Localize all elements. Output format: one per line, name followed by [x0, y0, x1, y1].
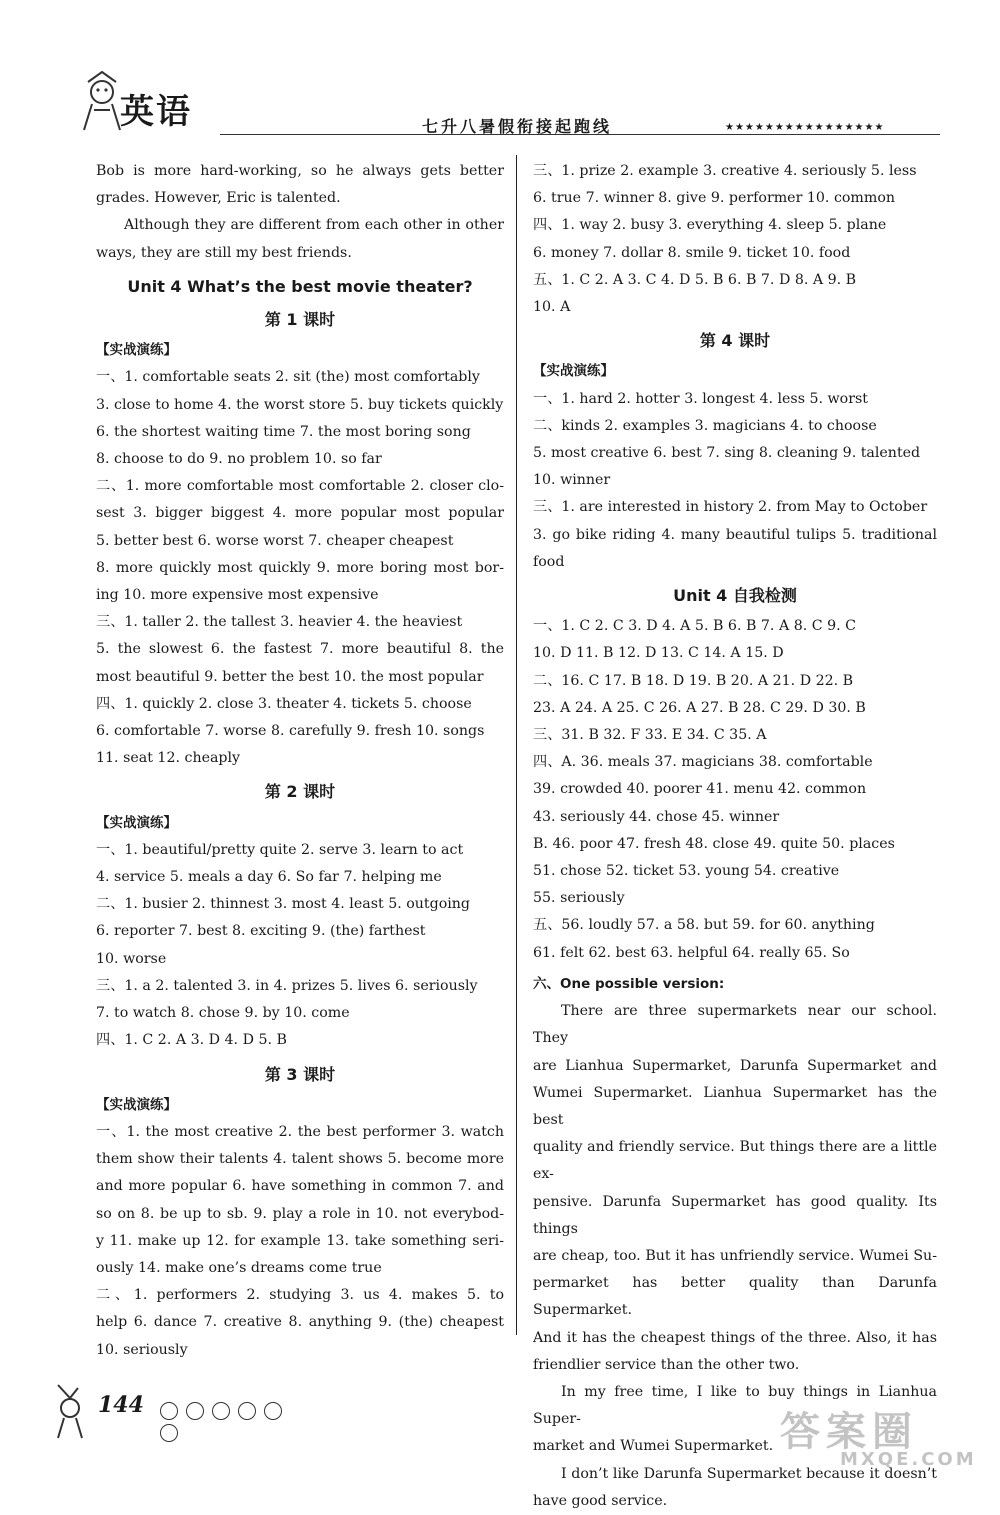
page-footer	[48, 1380, 298, 1440]
text-line: 10. winner	[533, 472, 611, 489]
text-line: y 11. make up 12. for example 13. take something seri-	[96, 1232, 504, 1249]
text-line: In my free time, I like to buy things in Lianhua Super-	[533, 1383, 937, 1428]
column-divider	[516, 155, 517, 1335]
section-subhead: 【实战演练】	[96, 1096, 177, 1113]
text-line: 8. choose to do 9. no problem 10. so far	[96, 451, 382, 468]
section-subhead: 【实战演练】	[533, 363, 614, 380]
text-line: 二、16. C 17. B 18. D 19. B 20. A 21. D 22. B	[533, 672, 854, 689]
text-line: 10. seriously	[96, 1341, 188, 1358]
text-line: Bob is more hard-working, so he always gets better	[96, 163, 504, 179]
text-line: 一、1. beautiful/pretty quite 2. serve 3. learn to act	[96, 841, 464, 858]
text-line: help 6. dance 7. creative 8. anything 9. (the) cheapest	[96, 1314, 504, 1331]
logo-text: 英语	[120, 92, 192, 132]
text-line: 一、1. comfortable seats 2. sit (the) most comfortably	[96, 369, 480, 386]
text-line: 43. seriously 44. chose 45. winner	[533, 808, 780, 825]
text-line: 6. reporter 7. best 8. exciting 9. (the) farthest	[96, 923, 426, 940]
text-line: are Lianhua Supermarket, Darunfa Supermarket and	[533, 1057, 937, 1074]
text-line: Wumei Supermarket. Lianhua Supermarket has the best	[533, 1084, 937, 1128]
text-line: 二、kinds 2. examples 3. magicians 4. to choose	[533, 417, 877, 434]
text-line: so on 8. be up to sb. 9. play a role in 10. not everybod-	[96, 1205, 504, 1222]
text-line: 五、1. C 2. A 3. C 4. D 5. B 6. B 7. D 8. A 9. B	[533, 271, 857, 288]
text-line: 三、1. prize 2. example 3. creative 4. seriously 5. less	[533, 163, 917, 179]
section-title: 第 1 课时	[264, 310, 336, 330]
text-line: 6. the shortest waiting time 7. the most boring song	[96, 423, 471, 440]
text-line: friendlier service than the other two.	[533, 1356, 800, 1373]
text-line: 一、1. hard 2. hotter 3. longest 4. less 5. worst	[533, 390, 868, 407]
section-title: Unit 4 What’s the best movie theater?	[127, 276, 473, 296]
cartoon-figure-icon	[48, 1380, 98, 1440]
text-line: 61. felt 62. best 63. helpful 64. really 65. So	[533, 944, 850, 961]
circle-icon	[160, 1424, 178, 1442]
text-line: 10. D 11. B 12. D 13. C 14. A 15. D	[533, 645, 784, 662]
text-line: 三、31. B 32. F 33. E 34. C 35. A	[533, 727, 767, 744]
text-line: ously 14. make one’s dreams come true	[96, 1259, 382, 1276]
section-subhead: 【实战演练】	[96, 814, 177, 831]
text-line: them show their talents 4. talent shows 5. become more	[96, 1151, 504, 1168]
header-stars: ★★★★★★★★★★★★★★★★	[725, 122, 885, 133]
section-subhead: 六、One possible version:	[533, 975, 725, 992]
text-line: market and Wumei Supermarket.	[533, 1438, 774, 1455]
text-line: And it has the cheapest things of the three. Also, it has	[533, 1329, 937, 1346]
circle-icon	[186, 1402, 204, 1420]
text-line: 3. go bike riding 4. many beautiful tulips 5. traditional	[533, 526, 937, 543]
watermark-site: MXQE.COM	[840, 1449, 977, 1470]
header-rule	[220, 134, 940, 135]
text-line: 6. comfortable 7. worse 8. carefully 9. fresh 10. songs	[96, 723, 485, 740]
text-line: 四、1. C 2. A 3. D 4. D 5. B	[96, 1032, 287, 1049]
text-line: permarket has better quality than Darunfa Supermarket.	[533, 1275, 937, 1319]
section-subhead: 【实战演练】	[96, 342, 177, 359]
text-line: 4. service 5. meals a day 6. So far 7. helping me	[96, 869, 442, 886]
text-line: food	[533, 553, 565, 570]
text-line: 10. worse	[96, 950, 167, 967]
text-line: Although they are different from each other in other	[124, 217, 504, 234]
text-line: quality and friendly service. But things there are a little ex-	[533, 1139, 937, 1183]
text-line: 三、1. are interested in history 2. from May to October	[533, 499, 928, 516]
text-line: 四、1. quickly 2. close 3. theater 4. tickets 5. choose	[96, 695, 472, 712]
logo	[70, 70, 250, 140]
text-line: most beautiful 9. better the best 10. the most popular	[96, 668, 484, 685]
text-line: 6. true 7. winner 8. give 9. performer 10. common	[533, 190, 896, 207]
right-column	[533, 158, 937, 1515]
text-line: are cheap, too. But it has unfriendly service. Wumei Su-	[533, 1247, 937, 1264]
text-line: sest 3. bigger biggest 4. more popular most popular	[96, 505, 504, 522]
text-line: ways, they are still my best friends.	[96, 244, 352, 261]
text-line: 5. the slowest 6. the fastest 7. more beautiful 8. the	[96, 641, 504, 658]
text-line: 5. most creative 6. best 7. sing 8. cleaning 9. talented	[533, 445, 921, 462]
circle-icon	[264, 1402, 282, 1420]
watermark	[780, 1400, 980, 1470]
text-line: B. 46. poor 47. fresh 48. close 49. quite 50. places	[533, 835, 895, 852]
text-line: 5. better best 6. worse worst 7. cheaper cheapest	[96, 532, 454, 549]
decorative-circles	[160, 1402, 298, 1446]
text-line: and more popular 6. have something in common 7. and	[96, 1178, 504, 1195]
text-line: 39. crowded 40. poorer 41. menu 42. common	[533, 781, 867, 798]
text-line: There are three supermarkets near our school. They	[533, 1003, 937, 1047]
text-line: 一、1. the most creative 2. the best performer 3. watch	[96, 1123, 504, 1140]
section-title: Unit 4 自我检测	[673, 586, 797, 606]
section-title: 第 4 课时	[699, 331, 771, 351]
text-line: grades. However, Eric is talented.	[96, 190, 341, 207]
text-line: 6. money 7. dollar 8. smile 9. ticket 10. food	[533, 244, 851, 261]
page-header	[70, 70, 950, 140]
text-line: 三、1. taller 2. the tallest 3. heavier 4. the heaviest	[96, 614, 463, 631]
text-line: ing 10. more expensive most expensive	[96, 587, 379, 604]
left-column	[96, 158, 504, 1364]
header-subtitle: 七升八暑假衔接起跑线	[422, 117, 613, 136]
text-line: 55. seriously	[533, 890, 625, 907]
circle-icon	[160, 1402, 178, 1420]
text-line: 二、1. performers 2. studying 3. us 4. makes 5. to	[96, 1287, 504, 1304]
text-line: I don’t like Darunfa Supermarket because it doesn’t	[561, 1465, 937, 1482]
text-line: pensive. Darunfa Supermarket has good quality. Its things	[533, 1193, 937, 1237]
watermark-main: 答案圈	[780, 1409, 918, 1455]
section-title: 第 2 课时	[264, 782, 336, 802]
text-line: have good service.	[533, 1492, 668, 1509]
text-line: 8. more quickly most quickly 9. more boring most bor-	[96, 559, 504, 576]
text-line: 51. chose 52. ticket 53. young 54. creative	[533, 863, 840, 880]
section-title: 第 3 课时	[264, 1064, 336, 1084]
text-line: 23. A 24. A 25. C 26. A 27. B 28. C 29. D 30. B	[533, 699, 866, 716]
text-line: 11. seat 12. cheaply	[96, 750, 241, 767]
text-line: 四、1. way 2. busy 3. everything 4. sleep 5. plane	[533, 217, 887, 234]
circle-icon	[212, 1402, 230, 1420]
text-line: 四、A. 36. meals 37. magicians 38. comfortable	[533, 754, 873, 771]
circle-icon	[238, 1402, 256, 1420]
text-line: 三、1. a 2. talented 3. in 4. prizes 5. lives 6. seriously	[96, 977, 478, 994]
page-number: 144	[98, 1392, 144, 1418]
text-line: 一、1. C 2. C 3. D 4. A 5. B 6. B 7. A 8. C 9. C	[533, 618, 857, 635]
text-line: 五、56. loudly 57. a 58. but 59. for 60. anything	[533, 917, 875, 934]
text-line: 3. close to home 4. the worst store 5. buy tickets quickly	[96, 396, 504, 413]
text-line: 二、1. busier 2. thinnest 3. most 4. least 5. outgoing	[96, 896, 471, 913]
text-line: 二、1. more comfortable most comfortable 2. closer clo-	[96, 478, 504, 495]
text-line: 10. A	[533, 299, 571, 316]
text-line: 7. to watch 8. chose 9. by 10. come	[96, 1005, 350, 1022]
